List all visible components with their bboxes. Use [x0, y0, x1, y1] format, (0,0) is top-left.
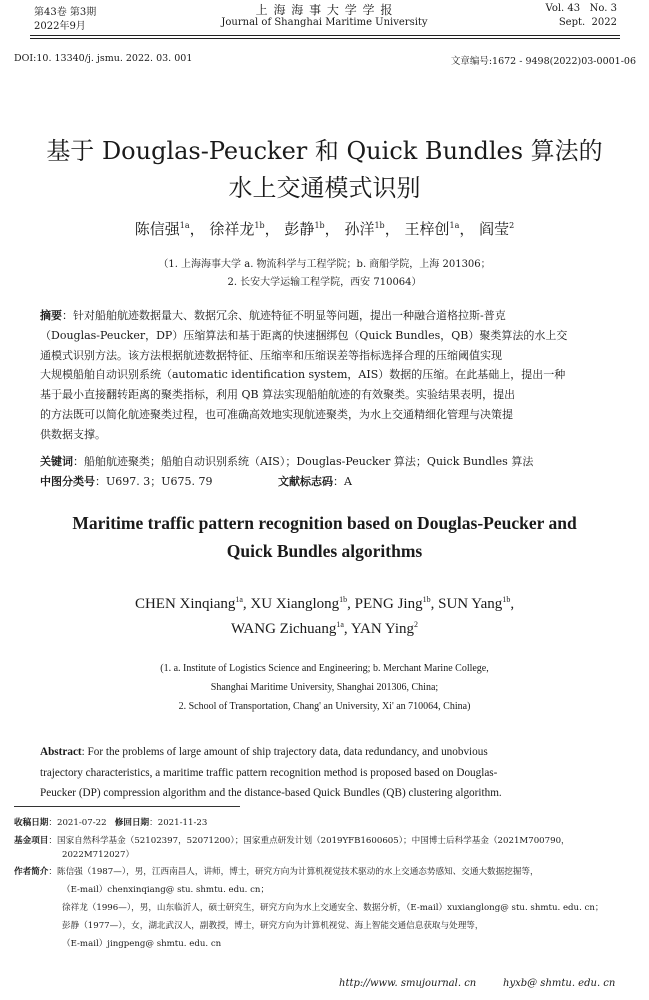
- authors-cn: [0, 218, 649, 239]
- doi: DOI:10. 13340/j. jsmu. 2022. 03. 001: [14, 53, 193, 64]
- document-code-label: 文献标志码: [278, 475, 333, 488]
- abstract-en-line: Abstract: For the problems of large amount of ship trajectory data, data redundancy, and unobvious: [40, 746, 488, 758]
- header-date: 2022年9月: [34, 21, 86, 32]
- header-date-en: Sept. 2022: [558, 17, 617, 28]
- affiliation-en-line1: (1. a. Institute of Logistics Science and Engineering; b. Merchant Marine College,: [160, 663, 489, 674]
- author-cn: 彭静$^{1b}$，: [284, 220, 340, 238]
- footnotes: [14, 816, 639, 951]
- author-cn: 孙洋$^{1b}$，: [344, 220, 400, 238]
- author-bio-line: 彭静（1977—），女，湖北武汉人，副教授，博士，研究方向为计算机视觉、海上智能交通信息获取与处理等，: [62, 921, 484, 931]
- affiliation-cn-line2: 2. 长安大学运输工程学院，西安 710064）: [227, 277, 422, 288]
- author-en: YAN Ying$^2$: [350, 620, 419, 637]
- document-code: 文献标志码：A: [278, 475, 352, 488]
- abstract-cn-line: 通模式识别方法。该方法根据航迹数据特征、压缩率和压缩误差等指标选择合理的压缩阈值实现: [40, 348, 502, 362]
- abstract-cn-line: 基于最小直接翻转距离的聚类指标，利用 QB 算法实现船舶航迹的有效聚类。实验结果表明，提出: [40, 388, 516, 402]
- affiliation-en-line3: 2. School of Transportation, Chang' an University, Xi' an 710064, China): [178, 701, 471, 712]
- header-journal-en: Journal of Shanghai Maritime University: [221, 17, 428, 28]
- title-en-line1: Maritime traffic pattern recognition based on Douglas-Peucker and: [72, 513, 577, 533]
- authors-en-line1: [0, 596, 649, 613]
- running-header: [0, 0, 649, 40]
- header-vol-no-en: Vol. 43 No. 3: [545, 3, 617, 14]
- affiliation-cn-line1: （1. 上海海事大学 a. 物流科学与工程学院；b. 商船学院，上海 201306；: [158, 259, 491, 270]
- header-volume-issue: 第43卷 第3期: [34, 7, 97, 18]
- author-en: PENG Jing$^{1b}$,: [354, 595, 439, 612]
- author-cn: 陈信强$^{1a}$，: [134, 220, 205, 238]
- author-cn: 徐祥龙$^{1b}$，: [209, 220, 280, 238]
- footer-url[interactable]: http://www. smujournal. cn: [339, 978, 477, 989]
- author-en: XU Xianglong$^{1b}$,: [250, 595, 355, 612]
- footnote-rule: [14, 806, 240, 807]
- abstract-cn-line: 摘要：针对船舶航迹数据量大、数据冗余、航迹特征不明显等问题，提出一种融合道格拉斯-普克: [40, 309, 506, 322]
- header-rule-bottom: [30, 38, 620, 39]
- keywords-label: 关键词: [40, 455, 73, 468]
- abstract-cn-line: 的方法既可以简化航迹聚类过程，也可准确高效地实现航迹聚类，为水上交通精细化管理与决策提: [40, 407, 513, 421]
- abstract-cn: [40, 306, 615, 445]
- header-journal-cn: 上 海 海 事 大 学 学 报: [255, 3, 394, 17]
- title-cn-line1: 基于 Douglas-Peucker 和 Quick Bundles 算法的: [46, 137, 603, 165]
- title-en-line2: Quick Bundles algorithms: [226, 541, 423, 561]
- author-bio-line: 徐祥龙（1996—），男，山东临沂人，硕士研究生，研究方向为水上交通安全、数据分析，（E-mail）xuxianglong@ stu. shmtu. edu. cn；: [62, 903, 604, 913]
- article-number: 文章编号:1672 - 9498(2022)03-0001-06: [450, 56, 636, 67]
- author-en: CHEN Xinqiang$^{1a}$,: [134, 595, 251, 612]
- author-bio-line: （E-mail）jingpeng@ shmtu. edu. cn: [62, 939, 222, 949]
- title-cn-line2: 水上交通模式识别: [228, 174, 421, 202]
- abstract-en-line: Peucker (DP) compression algorithm and the distance-based Quick Bundles (QB) clustering algorithm.: [40, 787, 502, 799]
- header-rule-top: [30, 35, 620, 36]
- author-en: WANG Zichuang$^{1a}$,: [230, 620, 351, 637]
- abstract-en-label: Abstract: [40, 746, 82, 758]
- author-bio: 作者简介：陈信强（1987—），男，江西南昌人，讲师，博士，研究方向为计算机视觉技术驱动的水上交通态势感知、交通大数据挖掘等，: [14, 867, 539, 877]
- author-cn: 阎莹$^2$: [479, 220, 515, 238]
- author-bio-line: （E-mail）chenxinqiang@ stu. shmtu. edu. cn；: [62, 885, 270, 895]
- abstract-cn-line: 大规模船舶自动识别系统（automatic identification system，AIS）数据的压缩。在此基础上，提出一种: [40, 368, 566, 382]
- clc-label: 中图分类号: [40, 475, 95, 488]
- abstract-en: [40, 742, 615, 804]
- abstract-cn-label: 摘要: [40, 309, 62, 322]
- affiliation-en-line2: Shanghai Maritime University, Shanghai 201306, China;: [210, 682, 439, 693]
- fund-info: 基金项目：国家自然科学基金（52102397，52071200）；国家重点研发计划（2019YFB1600605）；中国博士后科学基金（2021M700790，: [14, 836, 570, 846]
- abstract-cn-line: 供数据支撑。: [40, 427, 106, 441]
- received-dates: 收稿日期：2021-07-22 修回日期：2021-11-23: [14, 818, 208, 828]
- abstract-en-line: trajectory characteristics, a maritime traffic pattern recognition method is proposed based on Douglas-: [40, 766, 498, 779]
- footer-email[interactable]: hyxb@ shmtu. edu. cn: [503, 978, 616, 989]
- abstract-cn-line: （Douglas-Peucker，DP）压缩算法和基于距离的快速捆绑包（Quick Bundles，QB）聚类算法的水上交: [40, 328, 568, 342]
- fund-info-cont: 2022M712027）: [62, 850, 135, 860]
- clc-number: 中图分类号：U697. 3；U675. 79: [40, 475, 213, 488]
- keywords-cn: 关键词：船舶航迹聚类；船舶自动识别系统（AIS）；Douglas-Peucker 算法；Quick Bundles 算法: [40, 455, 534, 468]
- authors-en-line2: [0, 621, 649, 638]
- author-en: SUN Yang$^{1b}$,: [438, 595, 515, 612]
- author-cn: 王梓创$^{1a}$，: [404, 220, 475, 238]
